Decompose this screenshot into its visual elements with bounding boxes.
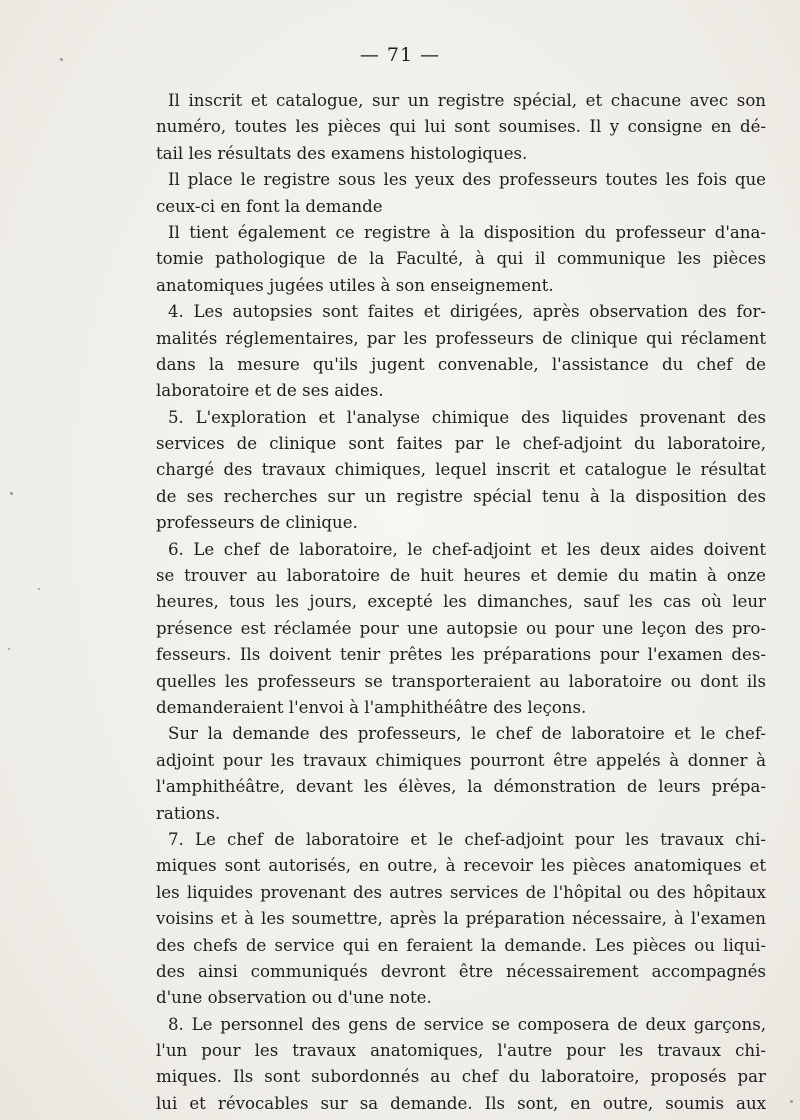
- text-line: quelles les professeurs se transporteraient au laboratoire ou dont ils: [156, 671, 766, 691]
- text-line: professeurs de clinique.: [156, 513, 358, 533]
- text-line: tomie pathologique de la Faculté, à qui il communique les pièces: [156, 249, 766, 269]
- text-line: de ses recherches sur un registre spécial tenu à la disposition des: [156, 486, 766, 506]
- text-line: 5. L'exploration et l'analyse chimique des liquides provenant des: [168, 407, 766, 427]
- text-line: d'une observation ou d'une note.: [156, 988, 432, 1008]
- body-text: [156, 88, 766, 1117]
- text-line: 8. Le personnel des gens de service se composera de deux garçons,: [168, 1014, 766, 1034]
- text-line: des ainsi communiqués devront être nécessairement accompagnés: [156, 961, 766, 981]
- text-line: fesseurs. Ils doivent tenir prêtes les préparations pour l'examen des-: [156, 645, 766, 665]
- text-line: numéro, toutes les pièces qui lui sont soumises. Il y consigne en dé-: [156, 117, 766, 137]
- text-line: Il tient également ce registre à la disposition du professeur d'ana-: [168, 222, 766, 242]
- text-line: Il inscrit et catalogue, sur un registre spécial, et chacune avec son: [168, 91, 766, 110]
- text-line: voisins et à les soumettre, après la préparation nécessaire, à l'examen: [156, 909, 766, 929]
- text-line: les liquides provenant des autres services de l'hôpital ou des hôpitaux: [156, 882, 766, 902]
- scan-speck: [60, 58, 63, 61]
- text-line: miques sont autorisés, en outre, à recevoir les pièces anatomiques et: [156, 856, 766, 876]
- text-line: des chefs de service qui en feraient la demande. Les pièces ou liqui-: [156, 935, 766, 955]
- text-line: malités réglementaires, par les professeurs de clinique qui réclament: [156, 328, 766, 348]
- text-line: l'un pour les travaux anatomiques, l'autre pour les travaux chi-: [156, 1041, 766, 1061]
- text-line: rations.: [156, 803, 221, 823]
- text-line: anatomiques jugées utiles à son enseignement.: [156, 275, 554, 295]
- text-line: dans la mesure qu'ils jugent convenable, l'assistance du chef de: [156, 354, 766, 374]
- text-line: miques. Ils sont subordonnés au chef du laboratoire, proposés par: [156, 1067, 766, 1087]
- text-line: se trouver au laboratoire de huit heures et demie du matin à onze: [156, 566, 766, 586]
- text-line: adjoint pour les travaux chimiques pourront être appelés à donner à: [156, 750, 766, 770]
- text-line: Sur la demande des professeurs, le chef de laboratoire et le chef-: [168, 724, 766, 744]
- page-number: — 71 —: [359, 44, 441, 66]
- text-line: tail les résultats des examens histologiques.: [156, 143, 528, 163]
- text-line: 7. Le chef de laboratoire et le chef-adjoint pour les travaux chi-: [168, 829, 766, 849]
- text-line: présence est réclamée pour une autopsie ou pour une leçon des pro-: [156, 618, 766, 638]
- text-line: chargé des travaux chimiques, lequel inscrit et catalogue le résultat: [156, 460, 766, 480]
- text-line: ceux-ci en font la demande: [156, 196, 383, 216]
- text-line: l'amphithéâtre, devant les élèves, la démonstration de leurs prépa-: [156, 777, 766, 797]
- scan-speck: [10, 492, 13, 495]
- text-line: lui et révocables sur sa demande. Ils sont, en outre, soumis aux: [156, 1093, 766, 1113]
- text-line: 4. Les autopsies sont faites et dirigées, après observation des for-: [168, 302, 766, 322]
- scan-speck: [790, 1100, 793, 1103]
- text-line: Il place le registre sous les yeux des professeurs toutes les fois que: [168, 170, 766, 190]
- text-line: 6. Le chef de laboratoire, le chef-adjoint et les deux aides doivent: [168, 539, 766, 559]
- text-line: laboratoire et de ses aides.: [156, 381, 384, 401]
- scan-speck: [38, 588, 40, 590]
- text-line: services de clinique sont faites par le chef-adjoint du laboratoire,: [156, 434, 766, 454]
- scan-speck: [8, 648, 10, 650]
- text-line: heures, tous les jours, excepté les dimanches, sauf les cas où leur: [156, 592, 766, 612]
- text-line: demanderaient l'envoi à l'amphithéâtre des leçons.: [156, 697, 587, 717]
